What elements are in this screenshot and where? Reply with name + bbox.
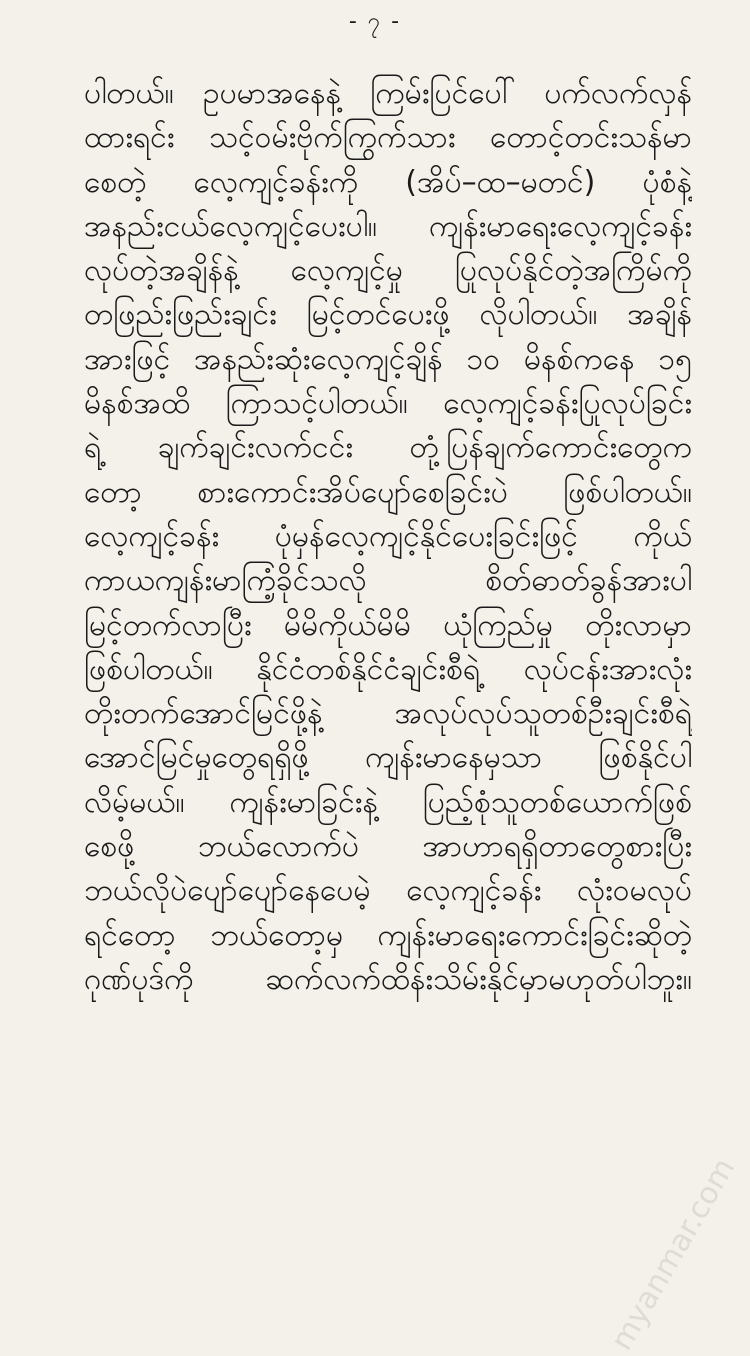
text-line: စေတဲ့ လေ့ကျင့်ခန်းကို (အိပ်–ထ–မတင်) ပုံစံနဲ့ [84,161,692,205]
text-line: တိုးတက်အောင်မြင်ဖို့နဲ့ အလုပ်လုပ်သူတစ်ဦးချင်းစီရဲ့ [84,692,692,736]
text-line: တော့ စားကောင်းအိပ်ပျော်စေခြင်းပဲ ဖြစ်ပါတယ်။ [84,471,692,515]
page-number: - ၇ - [0,6,750,39]
text-line: ရဲ့ ချက်ချင်းလက်ငင်း တုံ့ပြန်ချက်ကောင်းတွေက [84,426,692,470]
text-line: ရင်တော့ ဘယ်တော့မှ ကျန်းမာရေးကောင်းခြင်းဆိုတဲ့ [84,914,692,958]
watermark: myanmar.com [604,1153,742,1356]
text-line: ဘယ်လိုပဲပျော်ပျော်နေပေမဲ့ လေ့ကျင့်ခန်း လုံးဝမလုပ် [84,869,692,913]
text-line: စေဖို့ ဘယ်လောက်ပဲ အာဟာရရှိတာတွေစားပြီး [84,825,692,869]
text-line: ကာယကျန်းမာကြံ့ခိုင်သလို စိတ်ဓာတ်ခွန်အားပါ [84,559,692,603]
text-line: အောင်မြင်မှုတွေရရှိဖို့ ကျန်းမာနေမှသာ ဖြစ်နိုင်ပါ [84,736,692,780]
text-line: တဖြည်းဖြည်းချင်း မြင့်တင်ပေးဖို့ လိုပါတယ်။ အချိန် [84,293,692,337]
body-text [84,72,692,1002]
text-line: ဂုဏ်ပုဒ်ကို ဆက်လက်ထိန်းသိမ်းနိုင်မှာမဟုတ်ပါဘူး။ [84,958,692,1002]
text-line: ဖြစ်ပါတယ်။ နိုင်ငံတစ်နိုင်ငံချင်းစီရဲ့ လုပ်ငန်းအားလုံး [84,648,692,692]
text-line: အားဖြင့် အနည်းဆုံးလေ့ကျင့်ချိန် ၁၀ မိနစ်ကနေ ၁၅ [84,338,692,382]
text-line: ထားရင်း သင့်ဝမ်းဗိုက်ကြွက်သား တောင့်တင်းသန်မာ [84,116,692,160]
text-line: မိနစ်အထိ ကြာသင့်ပါတယ်။ လေ့ကျင့်ခန်းပြုလုပ်ခြင်း [84,382,692,426]
text-line: အနည်းငယ်လေ့ကျင့်ပေးပါ။ ကျန်းမာရေးလေ့ကျင့်ခန်း [84,205,692,249]
text-line: လိမ့်မယ်။ ကျန်းမာခြင်းနဲ့ ပြည့်စုံသူတစ်ယောက်ဖြစ် [84,781,692,825]
text-line: လုပ်တဲ့အချိန်နဲ့ လေ့ကျင့်မှု ပြုလုပ်နိုင်တဲ့အကြိမ်ကို [84,249,692,293]
text-line: မြင့်တက်လာပြီး မိမိကိုယ်မိမိ ယုံကြည်မှု တိုးလာမှာ [84,604,692,648]
text-line: ပါတယ်။ ဥပမာအနေနဲ့ ကြမ်းပြင်ပေါ် ပက်လက်လှန် [84,72,692,116]
text-line: လေ့ကျင့်ခန်း ပုံမှန်လေ့ကျင့်နိုင်ပေးခြင်းဖြင့် ကိုယ် [84,515,692,559]
